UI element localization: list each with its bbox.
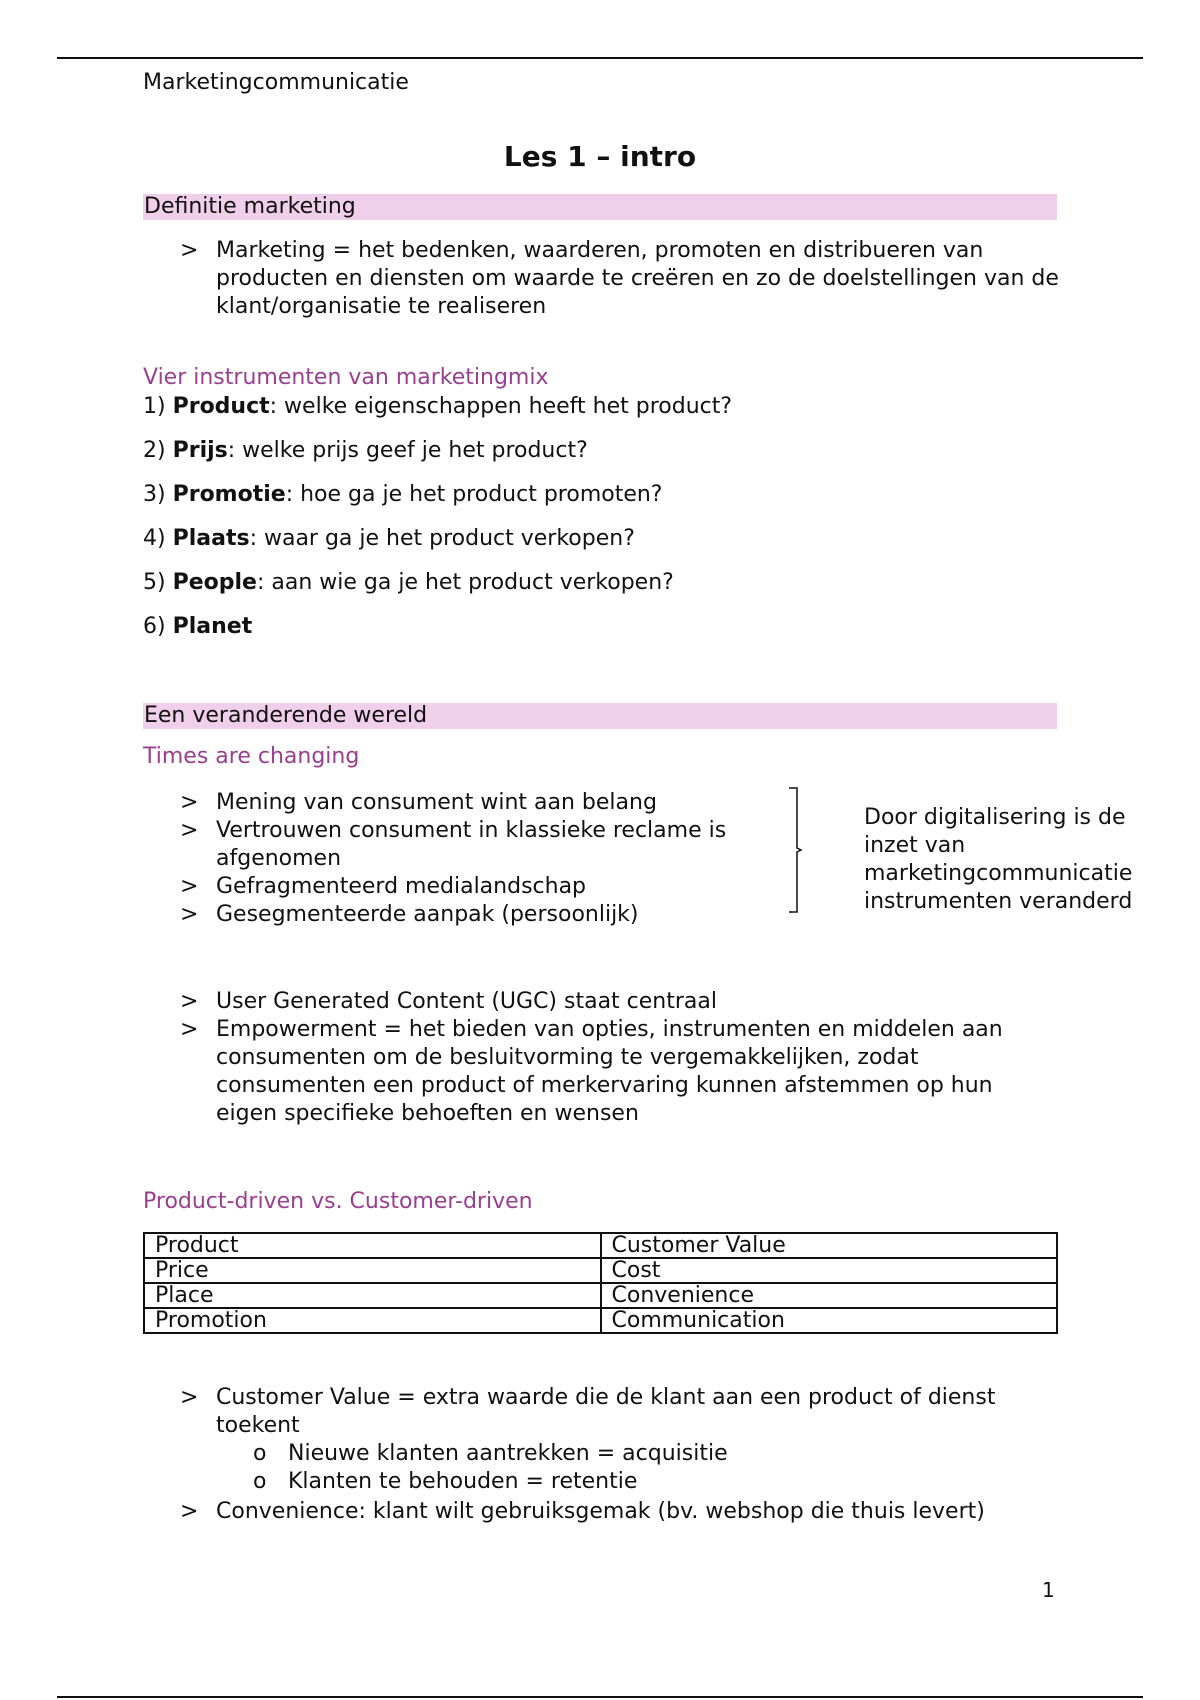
- side-note: Door digitalisering is de inzet van marketingcommunicatie instrumenten veranderd: [864, 805, 1133, 914]
- arrow-bullet-icon: >: [180, 238, 199, 263]
- list-item: 5) People: aan wie ga je het product verkopen?: [143, 570, 674, 595]
- curly-brace-icon: [787, 786, 807, 914]
- customer-value-sublist: [253, 1440, 1133, 1496]
- list-item: 2) Prijs: welke prijs geef je het product?: [143, 438, 588, 463]
- list-item: > Customer Value = extra waarde die de klant aan een product of dienst toekent: [180, 1385, 996, 1438]
- table-row: [144, 1233, 1057, 1258]
- table-cell: Convenience: [601, 1283, 1058, 1308]
- arrow-bullet-icon: >: [180, 818, 199, 843]
- arrow-bullet-icon: >: [180, 1385, 199, 1410]
- table-cell: Place: [144, 1283, 601, 1308]
- arrow-bullet-icon: >: [180, 1499, 199, 1524]
- marketingmix-list: [143, 393, 732, 657]
- convenience-list: [180, 1498, 1060, 1526]
- subheading-times-changing: Times are changing: [143, 744, 360, 769]
- definitie-list: [180, 237, 1060, 321]
- page-title: Les 1 – intro: [503, 140, 697, 173]
- list-item: > User Generated Content (UGC) staat centraal: [180, 989, 717, 1014]
- customer-value-list: [180, 1384, 1060, 1440]
- list-item: o Klanten te behouden = retentie: [253, 1469, 638, 1494]
- section-heading-definitie: Definitie marketing: [143, 194, 1057, 220]
- list-item: 4) Plaats: waar ga je het product verkopen?: [143, 526, 635, 551]
- comparison-table: [143, 1232, 1058, 1334]
- arrow-bullet-icon: >: [180, 874, 199, 899]
- circle-bullet-icon: o: [253, 1441, 267, 1466]
- table-row: [144, 1283, 1057, 1308]
- section-heading-veranderende-wereld: Een veranderende wereld: [143, 703, 1057, 729]
- list-item: 1) Product: welke eigenschappen heeft het product?: [143, 394, 733, 419]
- list-item: > Empowerment = het bieden van opties, instrumenten en middelen aan consumenten om de besluitvorming te vergemakkelijken, zodat consumenten een product of merkervaring kunnen afstemmen op hun eigen specifieke behoeften en wensen: [180, 1017, 1003, 1126]
- list-item: > Gefragmenteerd medialandschap: [180, 874, 587, 899]
- table-cell: Cost: [601, 1258, 1058, 1283]
- arrow-bullet-icon: >: [180, 989, 199, 1014]
- subheading-product-customer: Product-driven vs. Customer-driven: [143, 1189, 533, 1214]
- arrow-bullet-icon: >: [180, 1017, 199, 1042]
- footer-rule: [57, 1696, 1143, 1698]
- ugc-list: [180, 988, 1060, 1128]
- list-item: > Marketing = het bedenken, waarderen, promoten en distribueren van producten en diensten om waarde te creëren en zo de doelstellingen van de klant/organisatie te realiseren: [180, 238, 1059, 319]
- table-cell: Customer Value: [601, 1233, 1058, 1258]
- list-item: > Gesegmenteerde aanpak (persoonlijk): [180, 902, 639, 927]
- list-item: > Convenience: klant wilt gebruiksgemak (bv. webshop die thuis levert): [180, 1499, 985, 1524]
- document-header: Marketingcommunicatie: [143, 70, 409, 95]
- arrow-bullet-icon: >: [180, 790, 199, 815]
- table-cell: Promotion: [144, 1308, 601, 1333]
- list-item: o Nieuwe klanten aantrekken = acquisitie: [253, 1441, 728, 1466]
- arrow-bullet-icon: >: [180, 902, 199, 927]
- table-row: [144, 1308, 1057, 1333]
- list-item: 3) Promotie: hoe ga je het product promoten?: [143, 482, 663, 507]
- list-item: 6) Planet: [143, 614, 253, 639]
- subheading-marketingmix: Vier instrumenten van marketingmix: [143, 365, 549, 390]
- list-item: > Mening van consument wint aan belang: [180, 790, 657, 815]
- page-number: 1: [1042, 1578, 1055, 1602]
- changes-list: [180, 789, 740, 929]
- table-cell: Communication: [601, 1308, 1058, 1333]
- header-rule: [57, 57, 1143, 59]
- table-cell: Price: [144, 1258, 601, 1283]
- circle-bullet-icon: o: [253, 1469, 267, 1494]
- table-cell: Product: [144, 1233, 601, 1258]
- list-item: > Vertrouwen consument in klassieke reclame is afgenomen: [180, 818, 727, 871]
- table-row: [144, 1258, 1057, 1283]
